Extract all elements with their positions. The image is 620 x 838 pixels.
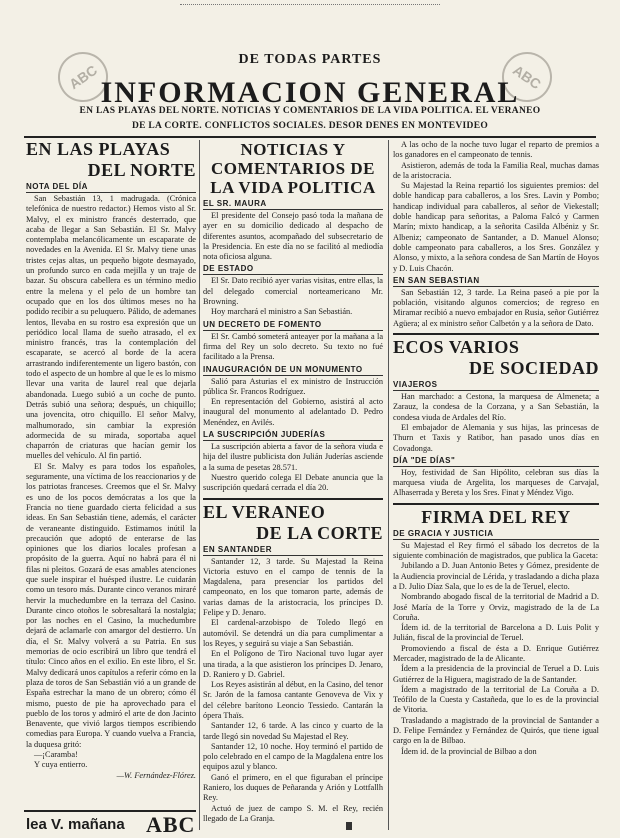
subtitle-line-2: DE LA CORTE. CONFLICTOS SOCIALES. DESOR DENES EN MONTEVIDEO bbox=[131, 121, 489, 131]
subtitle-line-1: EN LAS PLAYAS DEL NORTE. NOTICIAS Y COMENTARIOS DE LA VIDA POLITICA. EL VERANEO bbox=[79, 106, 541, 116]
article-paragraph: —¡Caramba! bbox=[34, 750, 78, 760]
article-paragraph: El Sr. Dato recibió ayer varias visitas, entre ellas, la del delegado comercial norteamericano Mr. Browning. bbox=[203, 276, 383, 307]
article-paragraph: Trasladando a magistrado de la provincial de Santander a D. Felipe Fernández y Fernández de Quirós, que tiene igual cargo en la de Bilbao. bbox=[393, 715, 599, 746]
abc-logo: ABC bbox=[146, 812, 196, 837]
article-paragraph: Jubilando a D. Juan Antonio Betes y Gómez, presidente de la Audiencia provincial de Lérida, y trasladando a dicha plaza a D. Julio Díaz Sala, que lo es de la de Teruel, electo. bbox=[393, 561, 599, 591]
article-paragraph: En representación del Gobierno, asistirá al acto inaugural del monumento al adelantado D. Pedro Menéndez, en Avilés. bbox=[203, 397, 383, 427]
section-kicker: DE TODAS PARTES bbox=[238, 52, 382, 67]
article-paragraph: Hoy marchará el ministro a San Sebastián. bbox=[211, 307, 353, 317]
article-paragraph: El Sr. Cambó someterá anteayer por la mañana a la firma del Rey un solo decreto. Su texto no fué facilitado a la Prensa. bbox=[203, 331, 383, 362]
section-label: VIAJEROS bbox=[393, 380, 599, 391]
section-label: EN SAN SEBASTIAN bbox=[393, 276, 599, 287]
article-title-playas-2: DEL NORTE bbox=[87, 160, 196, 180]
section-label: DE ESTADO bbox=[203, 264, 383, 275]
article-paragraph: Actuó de juez de campo S. M. el Rey, recién llegado de La Granja. bbox=[203, 803, 383, 823]
article-paragraph: A las ocho de la noche tuvo lugar el reparto de premios a los ganadores en el campeonato de tennis. bbox=[393, 140, 599, 160]
article-paragraph: Y cuya entierro. bbox=[34, 760, 88, 770]
section-label-nota: NOTA DEL DÍA bbox=[26, 182, 196, 193]
article-paragraph: Su Majestad la Reina repartió los siguientes premios: del doble handicap para caballeros, a los Sres. Lavin y Pombo; handicap individual para caballeros, al señor de Viekestall; doble handicap para señoritas, a Paloma Falcó y Carmen Marín; mixto handicap, a la señorita Casilda Albéniz y Sr. Albeniz; campeonato de Santander, a D. Manuel Alonso; doble campeonato para caballeros, a los Sres. González y Alonso, y mixto, a la señora condesa de San Martín de Hoyos y D. Luis Chacón. bbox=[393, 181, 599, 273]
article-paragraph: La suscripción abierta a favor de la señora viuda e hija del ilustre publicista don Julián Juderías asciende a la suma de pesetas 28.571. bbox=[203, 442, 383, 472]
header-rule bbox=[24, 136, 596, 138]
article-divider bbox=[393, 333, 599, 335]
article-paragraph: Ídem a la presidencia de la provincial de Teruel a D. Luis Gutiérrez de la Higuera, magistrado de la de Santander. bbox=[393, 664, 599, 684]
column-divider-2 bbox=[388, 140, 389, 830]
article-paragraph: Los Reyes asistirán al début, en la Casino, del tenor Sr. Jarón de la famosa cantante Genoveva de Vix y del célebre barítono Leoncio Tessiedo. Cantarán la ópera Thaïs. bbox=[203, 680, 383, 720]
article-paragraph: Promoviendo a fiscal de ésta a D. Enrique Gutiérrez Mercader, magistrado de la de Alicante. bbox=[393, 643, 599, 663]
article-divider bbox=[393, 503, 599, 505]
article-paragraph: El embajador de Alemania y sus hijas, las princesas de Thurn et Taxis y Ratibor, han pasado unos días en Covadonga. bbox=[393, 422, 599, 453]
article-paragraph: El cardenal-arzobispo de Toledo llegó en automóvil. Se detendrá un día para cumplimentar a los Reyes, y seguirá su viaje a San Sebastián. bbox=[203, 618, 383, 648]
column-2 bbox=[203, 140, 383, 830]
section-label: DÍA "DE DÍAS" bbox=[393, 456, 599, 467]
column-1 bbox=[26, 140, 196, 830]
article-divider bbox=[203, 498, 383, 500]
article-title-ecos-2: DE SOCIEDAD bbox=[468, 358, 599, 379]
top-dotted-rule bbox=[180, 4, 440, 8]
abc-watermark-left: ABC bbox=[48, 42, 118, 112]
article-paragraph: Ídem id. de la provincial de Bilbao a don bbox=[401, 746, 537, 756]
article-paragraph: El presidente del Consejo pasó toda la mañana de ayer en su domicilio dedicado al despacho de diferentes asuntos, acompañado del subsecretario de la Presidencia. En este día no se facilitó al mediodía nota oficiosa alguna. bbox=[203, 211, 383, 262]
section-label: DE GRACIA Y JUSTICIA bbox=[393, 529, 599, 540]
article-paragraph: Salió para Asturias el ex ministro de Instrucción pública Sr. Francos Rodríguez. bbox=[203, 376, 383, 396]
abc-promo-banner bbox=[24, 810, 196, 837]
section-label: LA SUSCRIPCIÓN JUDERÍAS bbox=[203, 430, 383, 441]
article-paragraph: Su Majestad el Rey firmó el sábado los decretos de la siguiente combinación de magistrados, que publica la Gaceta: bbox=[393, 540, 599, 561]
article-paragraph: San Sebastián 13, 1 madrugada. (Crónica telefónica de nuestro redactor.) Hemos visto al Sr. Malvy, el ex ministro francés desterrado, que acaba de llegar a San Sebastián. El Sr. Malvy contemplaba melancólicamente un escaparate de novedades en la Avenida. El Sr. Malvy tiene unas tristes cejas altas, un pequeño bigote desmayado, un profundo surco en cada mejilla y un traje de bazar. Su obscura cabellera es un término medio entre la melena y el pelo de un hombre tan ocupado que en los dos últimos meses no ha podido recibir a su peluquero. Pálido, de ademanes lentos, llevaba en su rostro esa expresión que un periódico local llama de sueño atrasado, el ex ministro francés, tras la contemplación del escaparate, se acercó al borde de la acera arrastrando indiferentemente un ligero bastón, con todo el aspecto de un hombre al que le es lo mismo llevar una varita de laurel real que dejarla abandonada. Luego subió a un coche de punto. Detrás subió una señora; después, un chiquillo; una jovencita, otro chiquillo. El señor Malvy, malhumorado, sin cambiar la expresión adormecida de su mirada, soportaba aquel chaparrón de criaturas que hacían gemir los muelles del vehículo. Al fin partió. bbox=[26, 194, 196, 461]
promo-text: lea V. mañana bbox=[26, 816, 125, 833]
column-divider-1 bbox=[199, 140, 200, 830]
print-mark bbox=[346, 822, 352, 830]
article-title-veraneo-1: EL VERANEO bbox=[203, 501, 326, 522]
page-subtitle bbox=[20, 104, 600, 134]
article-paragraph: En el Polígono de Tiro Nacional tuvo lugar ayer una tirada, a la que asistieron los príncipes D. Jenaro, D. Raniero y D. Gabriel. bbox=[203, 649, 383, 679]
section-label: EL SR. MAURA bbox=[203, 199, 383, 210]
article-paragraph: Hoy, festividad de San Hipólito, celebran sus días la marquesa viuda de Argelita, los marqueses de Carvajal, Alhaserrada y Bereta y los Sres. Finat y Méndez Vigo. bbox=[393, 467, 599, 498]
page-title: INFORMACION GENERAL bbox=[100, 76, 520, 109]
article-paragraph: Han marchado: a Cestona, la marquesa de Almeneta; a Zarauz, la condesa de la Corzana, y a San Sebastián, la condesa viuda de Ardales del Río. bbox=[393, 392, 599, 422]
article-paragraph: Asistieron, además de toda la Familia Real, muchas damas de la aristocracia. bbox=[393, 160, 599, 180]
article-paragraph: Ídem a magistrado de la territorial de La Coruña a D. Teófilo de la Cuesta y Castañeda, que lo es de la provincial de Vitoria. bbox=[393, 684, 599, 715]
article-paragraph: Santander 12, 6 tarde. A las cinco y cuarto de la tarde llegó sin novedad Su Majestad el Rey. bbox=[203, 721, 383, 741]
section-label: UN DECRETO DE FOMENTO bbox=[203, 320, 383, 331]
article-title-ecos-1: ECOS VARIOS bbox=[393, 337, 520, 358]
article-paragraph: Santander 12, 10 noche. Hoy terminó el partido de polo celebrado en el campo de la Magdalena entre los equipos azul y blanco. bbox=[203, 741, 383, 772]
article-signature: —W. Fernández-Flórez. bbox=[116, 770, 196, 780]
article-paragraph: Ganó el primero, en el que figuraban el príncipe Raniero, los duques de Peñaranda y Arión y Lottfallh Rey. bbox=[203, 772, 383, 803]
article-title-firma: FIRMA DEL REY bbox=[421, 506, 571, 527]
article-paragraph: San Sebastián 12, 3 tarde. La Reina paseó a pie por la población, visitando algunos comercios; de regreso en Miramar recibió a nuevo embajador en Rusia, señor Gutiérrez Agüera; al ex ministro señor Calbetón y a la señora de Dato. bbox=[393, 287, 599, 328]
article-paragraph: Nombrando abogado fiscal de la territorial de Madrid a D. José María de la Torre y Orviz, magistrado de la de La Coruña. bbox=[393, 592, 599, 622]
section-label: EN SANTANDER bbox=[203, 545, 383, 556]
article-paragraph: Ídem id. de la territorial de Barcelona a D. Luis Polit y Julián, fiscal de la provincial de Teruel. bbox=[393, 623, 599, 643]
article-title-playas-1: EN LAS PLAYAS bbox=[26, 140, 171, 159]
article-paragraph: El Sr. Malvy es para todos los españoles, seguramente, una víctima de los reaccionarios y de los patriotas franceses. Creemos que el Sr. Malvy es uno de los pocos demócratas a los que la Francia no tiene guardado cierta felicidad a sus ideas. En San Sebastián tiene, además, el carácter de veraneante distinguido. Estimamos inútil la precaución que adoptó de enterarse de las opiniones que los diarios locales profesan a propósito de la guerra. Aquí no habrá para él ni filas ni pleitos. Gozará de esas amables atenciones que suele inspirar el huésped ilustre. Le cuidarán como un tesoro más. Durante cinco veranos miraré hervir la muchedumbre en la terraza del Casino. Durante cinco otoños le sobresaltará la nostalgia; por las noches en el Casino, la muchedumbre dejará de aclamarle con amargor del destierro. Un día, el Sr. Malvy volverá a su Patria. En sus memorias de ocio escribirá un libro que tendrá el título: Cinco años en el exilio. En este libro, el Sr. Malvy dedicará unos capítulos a referir cómo en la plaza de toros de San Sebastián vió a un grande de España estrechar la mano de un obrero; cómo él mismo, puesto de pie ha aprovechado para el pueblo de los toros y admiró el arte de don Jacinto Benavente, que vivió largos tiempos escribiendo comedias para Europa. Y cuando vuelva a Francia, la duquesa gritó: bbox=[26, 461, 196, 749]
article-paragraph: Nuestro querido colega El Debate anuncia que la suscripción quedará cerrada el día 20. bbox=[203, 472, 383, 493]
abc-watermark-right: ABC bbox=[492, 42, 562, 112]
column-3 bbox=[393, 140, 599, 830]
article-title-noticias: NOTICIAS Y COMENTARIOS DE LA VIDA POLITICA bbox=[210, 140, 376, 197]
section-label: INAUGURACIÓN DE UN MONUMENTO bbox=[203, 365, 383, 376]
article-paragraph: Santander 12, 3 tarde. Su Majestad la Reina Victoria estuvo en el campo de tennis de la Magdalena, para presenciar los partidos del campeonato, en los que tomaron parte, además de varias damas de la aristocracia, los príncipes D. Felipe y D. Jenaro. bbox=[203, 556, 383, 618]
article-title-veraneo-2: DE LA CORTE bbox=[256, 522, 383, 543]
